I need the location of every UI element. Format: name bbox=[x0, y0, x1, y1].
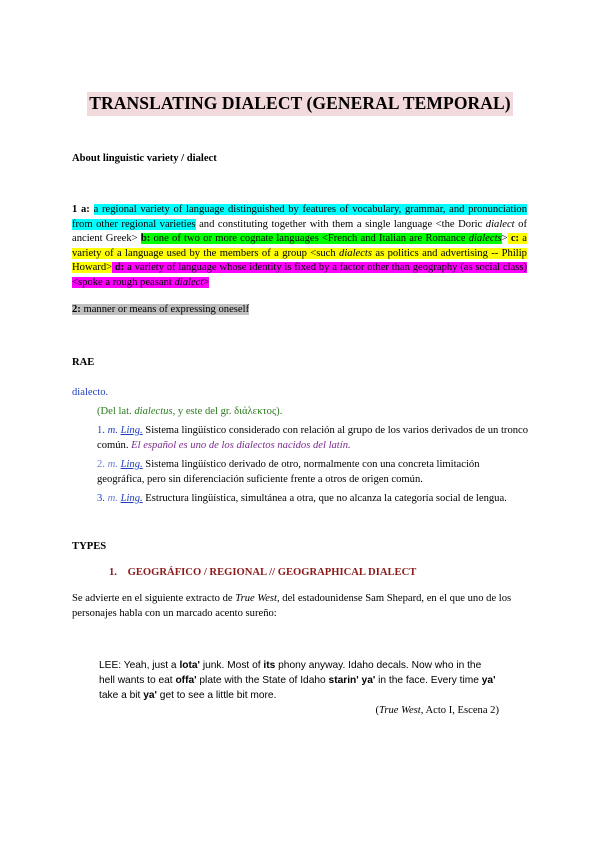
quote-bold-6: ya' bbox=[143, 690, 157, 701]
rae-item-2 bbox=[97, 458, 529, 487]
types-item-1-title: GEOGRÁFICO / REGIONAL // GEOGRAPHICAL DIALECT bbox=[127, 567, 417, 578]
rae-heading: RAE bbox=[72, 357, 95, 368]
def-d-dialect: dialect bbox=[174, 276, 204, 288]
quote-bold-4: starin' ya' bbox=[328, 675, 376, 686]
definition-two bbox=[72, 303, 527, 318]
quote-part-3: phony anyway. Idaho decals. Now who in the hell wants to eat bbox=[99, 660, 482, 686]
def-a-cont: and constituting together with them a single language <the Doric bbox=[195, 218, 486, 230]
def-c-text: a variety of a language used by the members of a group <such bbox=[72, 233, 527, 259]
rae-item-2-m: m. bbox=[107, 459, 118, 470]
rae-item-3 bbox=[97, 492, 529, 507]
def-two-text: manner or means of expressing oneself bbox=[80, 304, 250, 315]
definition-paragraph bbox=[72, 203, 527, 290]
def-a-end: of ancient Greek> bbox=[72, 218, 527, 244]
quote-bold-5: ya' bbox=[481, 675, 496, 686]
rae-item-2-text: Sistema lingüístico derivado de otro, normalmente con una concreta limitación geográfica, pero sin diferenciación suficiente frente a otros de origen común. bbox=[97, 459, 480, 485]
rae-item-2-ling: Ling. bbox=[120, 459, 143, 470]
def-c-end: as politics and advertising -- Philip Howard> bbox=[72, 247, 527, 273]
rae-item-1 bbox=[97, 424, 529, 453]
rae-item-3-text: Estructura lingüística, simultánea a otra, que no alcanza la categoría social de lengua. bbox=[142, 493, 507, 504]
rae-item-1-m: m. bbox=[107, 425, 118, 436]
quote-part-1: LEE: Yeah, just a bbox=[99, 660, 180, 671]
cite-rest: , Acto I, Escena 2) bbox=[420, 705, 499, 716]
rae-item-1-ling: Ling. bbox=[120, 425, 143, 436]
quote-citation bbox=[376, 705, 499, 716]
types-intro-post: , del estadounidense Sam Shepard, en el que uno de los personajes habla con un marcado acento sureño: bbox=[72, 593, 512, 619]
rae-item-3-num: 3. bbox=[97, 493, 105, 504]
rae-item-2-num: 2. bbox=[97, 459, 105, 470]
def-c-label: c: bbox=[507, 233, 520, 244]
def-d-end: > bbox=[203, 276, 210, 288]
quote-part-5: in the face. Every time bbox=[375, 675, 482, 686]
quote-part-7: get to see a little bit more. bbox=[156, 690, 277, 701]
quote-bold-2: its bbox=[263, 660, 276, 671]
document-title: TRANSLATING DIALECT (GENERAL TEMPORAL) bbox=[87, 92, 512, 116]
rae-etymology bbox=[97, 405, 529, 420]
rae-item-1-example: El español es uno de los dialectos nacidos del latín. bbox=[131, 439, 351, 451]
types-intro bbox=[72, 592, 527, 621]
rae-item-3-ling: Ling. bbox=[120, 493, 143, 504]
quote-block bbox=[99, 658, 499, 703]
def-num-2: 2: bbox=[72, 304, 81, 315]
title-wrapper bbox=[0, 92, 600, 116]
def-b-end: > bbox=[501, 233, 508, 244]
def-d-text: a variety of language whose identity is fixed by a factor other than geography (as social class) <spoke a rough peasant bbox=[72, 262, 527, 288]
quote-part-2: junk. Most of bbox=[199, 660, 264, 671]
rae-etym-post: y este del gr. διάλεκτος). bbox=[175, 406, 283, 417]
def-a-text: a regional variety of language distinguished by features of vocabulary, grammar, and pronunciation from other regional varieties bbox=[72, 204, 528, 230]
about-heading: About linguistic variety / dialect bbox=[72, 153, 217, 164]
def-c-dialects: dialects bbox=[339, 247, 372, 259]
quote-bold-1: lota' bbox=[179, 660, 200, 671]
types-intro-pre: Se advierte en el siguiente extracto de bbox=[72, 593, 236, 604]
rae-headword: dialecto. bbox=[72, 387, 109, 398]
types-heading: TYPES bbox=[72, 541, 107, 552]
cite-title: True West bbox=[379, 705, 421, 716]
quote-bold-3: offa' bbox=[175, 675, 197, 686]
types-item-1-num: 1. bbox=[109, 567, 117, 578]
quote-part-4: plate with the State of Idaho bbox=[196, 675, 329, 686]
rae-item-1-num: 1. bbox=[97, 425, 105, 436]
def-b-dialects: dialects bbox=[468, 233, 502, 244]
rae-item-1-text: Sistema lingüístico considerado con relación al grupo de los varios derivados de un tronco común. bbox=[97, 425, 529, 451]
cite-open: ( bbox=[375, 705, 380, 716]
rae-etym-word: dialectus, bbox=[134, 406, 176, 417]
def-num-1a: 1 a: bbox=[72, 204, 90, 215]
def-b-label: b: bbox=[140, 233, 151, 244]
def-a-dialect: dialect bbox=[485, 218, 515, 230]
rae-etym-pre: (Del lat. bbox=[97, 406, 135, 417]
types-intro-title: True West bbox=[235, 593, 277, 604]
types-item-1 bbox=[109, 566, 564, 581]
def-b-text: one of two or more cognate languages <French and Italian are Romance bbox=[150, 233, 469, 244]
quote-part-6: take a bit bbox=[99, 690, 144, 701]
rae-item-3-m: m. bbox=[107, 493, 118, 504]
def-d-label: d: bbox=[112, 262, 125, 273]
